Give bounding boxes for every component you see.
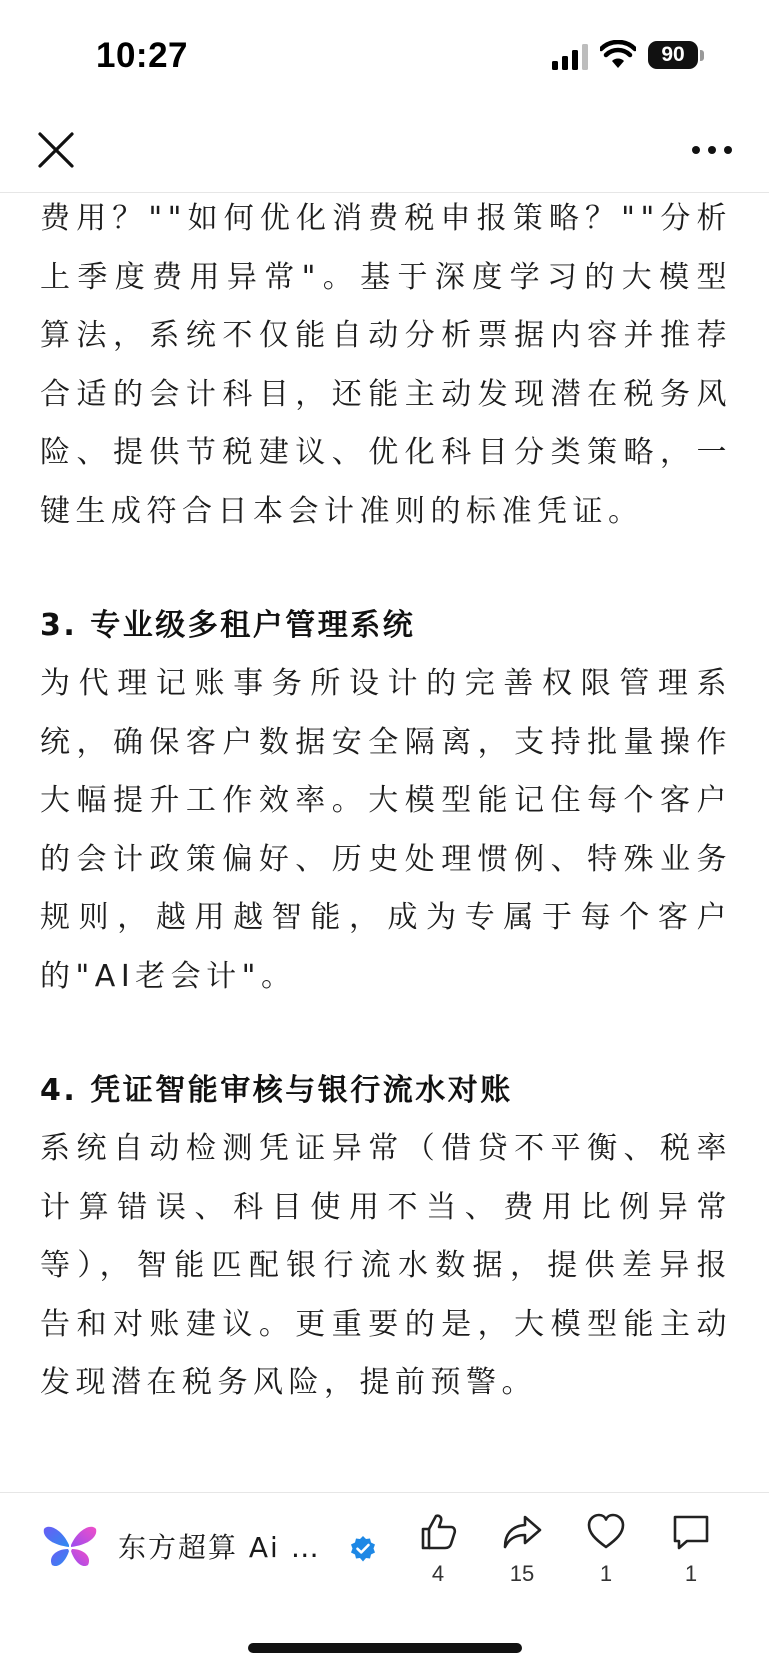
like-count: 4	[431, 1561, 445, 1586]
section-body-4: 系统自动检测凭证异常（借贷不平衡、税率计算错误、科目使用不当、费用比例异常等），智能匹配银行流水数据，提供差异报告和对账建议。更重要的是，大模型能主动发现潜在税务风险，提前预警。	[40, 1131, 732, 1400]
favorite-button[interactable]	[571, 1511, 641, 1587]
verified-badge-icon	[349, 1535, 377, 1563]
section-spacer	[40, 541, 732, 597]
section-heading-3: 3. 专业级多租户管理系统	[40, 608, 416, 643]
section-spacer	[40, 1006, 732, 1062]
bottom-action-bar	[0, 1492, 769, 1666]
intro-paragraph: 费用？""如何优化消费税申报策略？""分析上季度费用异常"。基于深度学习的大模型算法，系统不仅能自动分析票据内容并推荐合适的会计科目，还能主动发现潜在税务风险、提供节税建议、优化科目分类策略，一键生成符合日本会计准则的标准凭证。	[40, 201, 732, 529]
close-icon[interactable]	[34, 128, 78, 172]
nav-bar	[0, 110, 769, 193]
cellular-signal-icon	[552, 44, 590, 70]
share-count: 15	[509, 1561, 535, 1586]
share-button[interactable]	[487, 1511, 557, 1587]
share-arrow-icon	[501, 1511, 543, 1553]
section-body-3: 为代理记账事务所设计的完善权限管理系统，确保客户数据安全隔离，支持批量操作大幅提升工作效率。大模型能记住每个客户的会计政策偏好、历史处理惯例、特殊业务规则，越用越智能，成为专属于每个客户的"AI老会计"。	[40, 666, 732, 994]
like-button[interactable]	[403, 1511, 473, 1587]
battery-level: 90	[661, 43, 685, 66]
comment-bubble-icon	[670, 1511, 712, 1553]
comment-button[interactable]	[656, 1511, 726, 1587]
section-heading-4: 4. 凭证智能审核与银行流水对账	[40, 1073, 513, 1108]
article-body	[40, 192, 732, 1492]
battery-icon	[648, 41, 706, 71]
thumbs-up-icon	[417, 1511, 459, 1553]
butterfly-logo-icon[interactable]	[42, 1523, 98, 1569]
home-indicator	[248, 1643, 522, 1653]
battery-cap	[700, 50, 704, 61]
wifi-icon	[600, 40, 636, 70]
battery-body	[648, 41, 698, 69]
status-time: 10:27	[96, 36, 189, 75]
more-options-icon[interactable]	[690, 130, 734, 170]
favorite-count: 1	[599, 1561, 613, 1586]
status-bar	[0, 0, 769, 110]
comment-count: 1	[684, 1561, 698, 1586]
heart-icon	[585, 1511, 627, 1553]
author-name[interactable]: 东方超算 Ai …	[118, 1531, 321, 1564]
